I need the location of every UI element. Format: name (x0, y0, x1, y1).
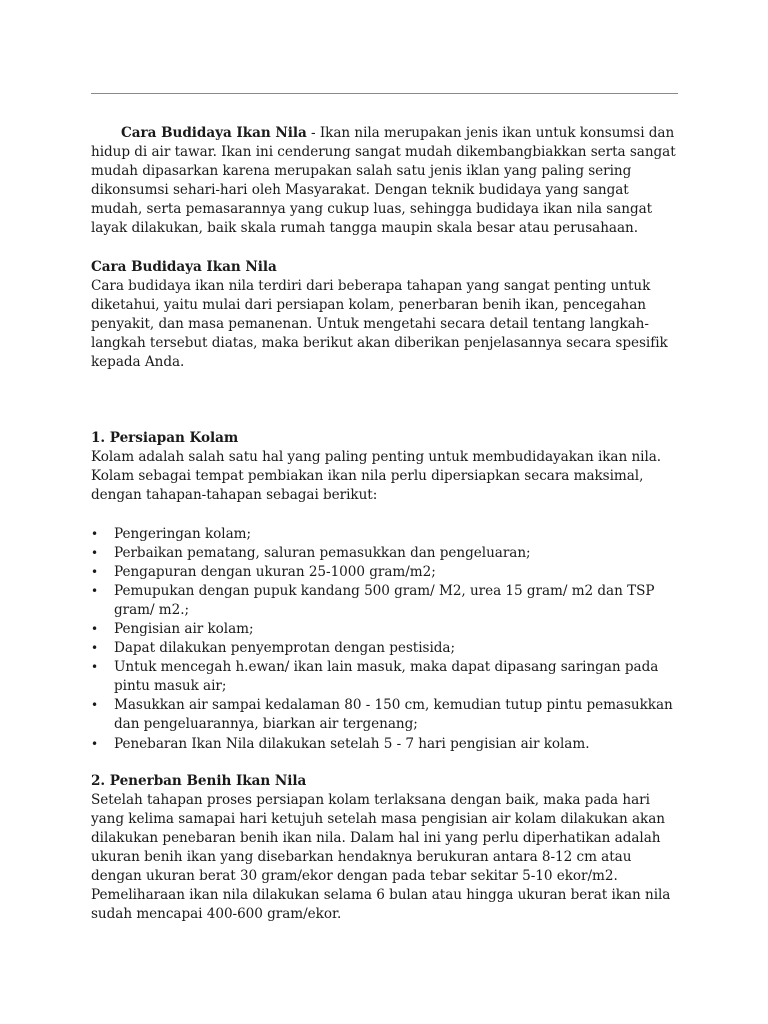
document-content (91, 124, 678, 924)
list-item: • Masukkan air sampai kedalaman 80 - 150 cm, kemudian tutup pintu pemasukkan dan pengeluarannya, biarkan air tergenang; (114, 696, 678, 734)
list-item: • Perbaikan pematang, saluran pemasukkan dan pengeluaran; (114, 544, 678, 563)
section-2 (91, 772, 678, 925)
section-1-body: Kolam adalah salah satu hal yang paling penting untuk membudidayakan ikan nila. Kolam sebagai tempat pembiakan ikan nila perlu dipersiapkan secara maksimal, dengan tahapan-tahapan sebagai berikut: (91, 449, 662, 504)
section-1-title: 1. Persiapan Kolam (91, 430, 239, 447)
section-1-list (91, 525, 678, 754)
list-item: • Pengeringan kolam; (114, 525, 678, 544)
list-item: • Pengapuran dengan ukuran 25-1000 gram/m2; (114, 563, 678, 582)
document-page (91, 93, 678, 924)
section-main-body: Cara budidaya ikan nila terdiri dari beberapa tahapan yang sangat penting untuk diketahui, yaitu mulai dari persiapan kolam, penerbaran benih ikan, pencegahan penyakit, dan masa pemanenan. Untuk mengetahi secara detail tentang langkah-langkah tersebut diatas, maka berikut akan diberikan penjelasannya secara spesifik kepada Anda. (91, 277, 668, 371)
list-item: • Penebaran Ikan Nila dilakukan setelah 5 - 7 hari pengisian air kolam. (114, 735, 678, 754)
list-item: • Dapat dilakukan penyemprotan dengan pestisida; (114, 639, 678, 658)
section-main-title: Cara Budidaya Ikan Nila (91, 258, 277, 275)
intro-text: - Ikan nila merupakan jenis ikan untuk konsumsi dan hidup di air tawar. Ikan ini cenderung sangat mudah dikembangbiakkan serta sangat mudah dipasarkan karena merupakan salah satu jenis iklan yang paling sering dikonsumsi sehari-hari oleh Masyarakat. Dengan teknik budidaya yang sangat mudah, serta pemasarannya yang cukup luas, sehingga budidaya ikan nila sangat layak dilakukan, baik skala rumah tangga maupin skala besar atau perusahaan. (91, 125, 676, 237)
intro-lead: Cara Budidaya Ikan Nila (121, 125, 307, 141)
section-2-body: Setelah tahapan proses persiapan kolam terlaksana dengan baik, maka pada hari yang kelima samapai hari ketujuh setelah masa pengisian air kolam dilakukan akan dilakukan penebaran benih ikan nila. Dalam hal ini yang perlu diperhatikan adalah ukuran benih ikan yang disebarkan hendaknya berukuran antara 8-12 cm atau dengan ukuran berat 30 gram/ekor dengan pada tebar sekitar 5-10 ekor/m2. Pemeliharaan ikan nila dilakukan selama 6 bulan atau hingga ukuran berat ikan nila sudah mencapai 400-600 gram/ekor. (91, 791, 671, 923)
intro-paragraph (91, 124, 678, 239)
list-item: • Pengisian air kolam; (114, 620, 678, 639)
top-divider (91, 93, 678, 94)
section-main (91, 258, 678, 373)
section-1 (91, 429, 678, 754)
list-item: • Untuk mencegah h.ewan/ ikan lain masuk, maka dapat dipasang saringan pada pintu masuk air; (114, 658, 678, 696)
list-item: • Pemupukan dengan pupuk kandang 500 gram/ M2, urea 15 gram/ m2 dan TSP gram/ m2.; (114, 582, 678, 620)
section-2-title: 2. Penerban Benih Ikan Nila (91, 772, 307, 789)
